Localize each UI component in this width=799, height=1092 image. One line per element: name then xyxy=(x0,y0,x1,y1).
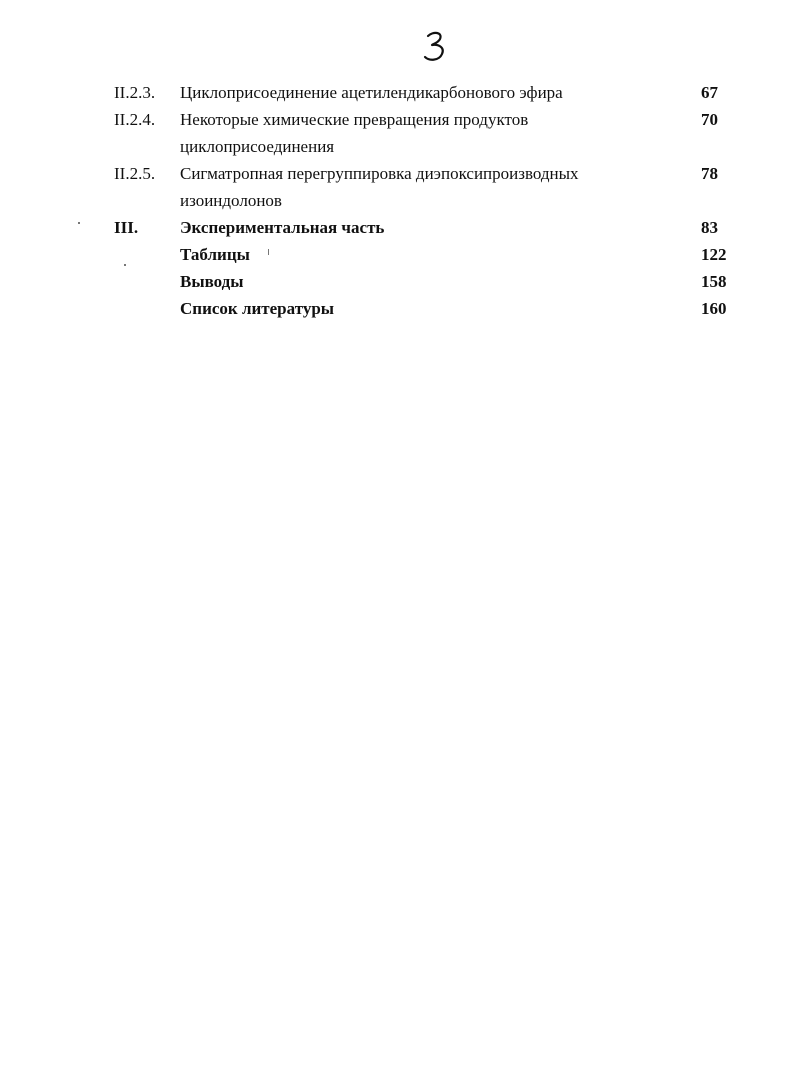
toc-entry-tables xyxy=(0,241,799,268)
toc-entry-number: II.2.4. xyxy=(114,110,156,129)
toc-entry-number: III. xyxy=(114,218,139,237)
toc-entry-title-line: Циклоприсоединение ацетилендикарбонового эфира xyxy=(180,83,563,102)
toc-entry-2-2-3 xyxy=(0,79,799,106)
table-of-contents xyxy=(0,79,799,322)
toc-entry-page: 83 xyxy=(701,218,718,237)
handwritten-page-number xyxy=(421,30,451,64)
toc-entry-3 xyxy=(0,214,799,241)
toc-entry-page: 158 xyxy=(701,272,727,291)
toc-entry-title xyxy=(180,106,650,160)
toc-entry-title-line: Таблицы xyxy=(180,245,250,264)
toc-entry-title-line: Экспериментальная часть xyxy=(180,218,385,237)
toc-entry-title xyxy=(180,160,650,214)
toc-entry-title-line: Список литературы xyxy=(180,299,335,318)
toc-entry-page: 160 xyxy=(701,299,727,318)
toc-entry-page: 78 xyxy=(701,164,718,183)
toc-entry-title-line: циклоприсоединения xyxy=(180,137,335,156)
toc-entry-2-2-5 xyxy=(0,160,799,214)
toc-entry-title-line: Некоторые химические превращения продуктов xyxy=(180,110,529,129)
toc-entry-number: II.2.3. xyxy=(114,83,156,102)
toc-entry-conclusions xyxy=(0,268,799,295)
toc-entry-title-line: изоиндолонов xyxy=(180,191,282,210)
toc-entry-title xyxy=(180,79,650,106)
toc-entry-2-2-4 xyxy=(0,106,799,160)
toc-entry-title xyxy=(180,295,650,322)
toc-entry-title-line: Сигматропная перегруппировка диэпоксипроизводных xyxy=(180,164,579,183)
toc-entry-page: 122 xyxy=(701,245,727,264)
toc-entry-title xyxy=(180,268,650,295)
toc-entry-references xyxy=(0,295,799,322)
toc-entry-title xyxy=(180,241,650,268)
toc-entry-page: 70 xyxy=(701,110,718,129)
toc-entry-page: 67 xyxy=(701,83,718,102)
toc-entry-number: II.2.5. xyxy=(114,164,156,183)
toc-entry-title-line: Выводы xyxy=(180,272,244,291)
toc-entry-title xyxy=(180,214,650,241)
